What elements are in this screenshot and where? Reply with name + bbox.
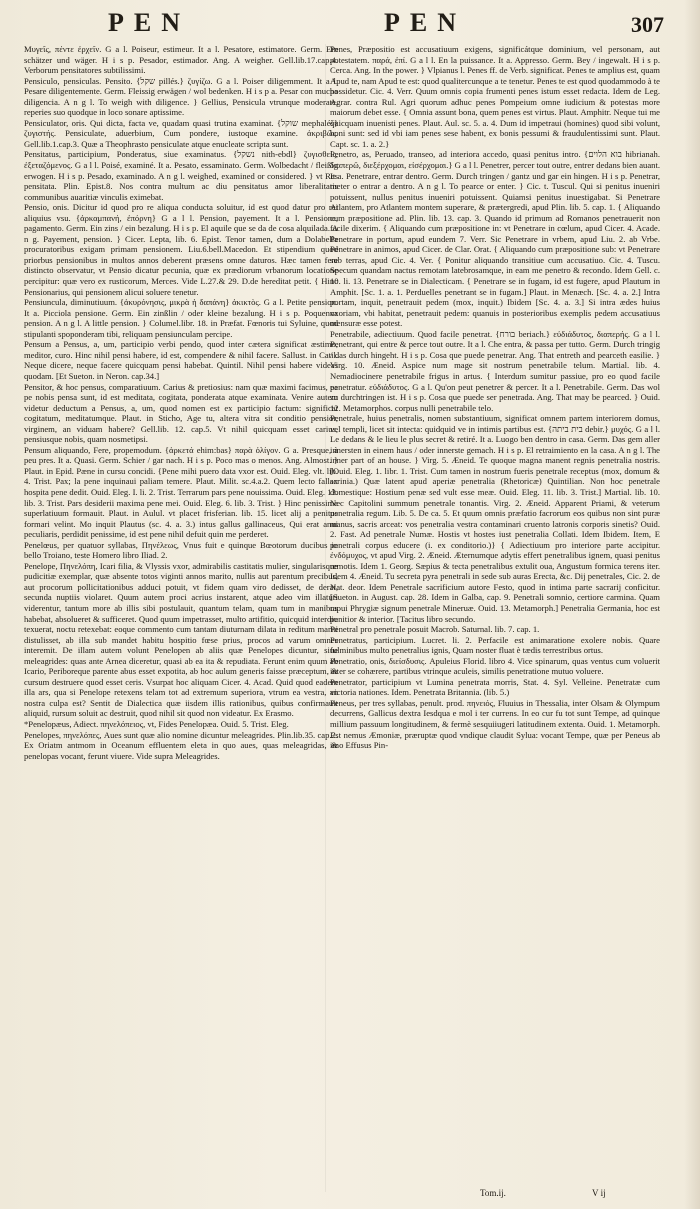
- entry-paragraph: Penelope, Πηνελόπη, Icari filia, & Vlyssis vxor, admirabilis castitatis mulier, singularisque pudicitiæ exemplar, quæ absente totos viginti annos marito, nullis aut parentum precibus, aut procorum pollicitationibus adduci potuit, vt fidem quam viro dedisset, de derat, secunda nuptiis violaret. Quum autem proci acrius instarent, atque adeo vim illaturi viderentur, tantum more ab illis sibi postulauit, quantum telam, quam tum in manibus habebat, absolueret & sufficeret. Quod quum impetrasset, multo artifitio, quicquid interdiu texuerat, noctu retexebat: eoque commento cum tantam diuturnam dilata in reditum mariti distulisset, ab illa sub mandet habitu hospitio fœse prius, procos ad varum omnes interemit. De illam autem volunt Penelopen ab aliis quæ Penelopes dicuntur, siue meleagrides: quas ante Arnea diceretur, quasi ab ea ita & repudiata. Ferunt enim quum ab Icario, Periboreque parente abus esset expotita, ab hoc aulum generis faisse præceptum, & cursum destruere quod esset ceris. Vsurpat hoc aliquam Cicer. 4. Acad. Quid quod eadem illa ars, qua si Penelope retexens telam tot ad extremum superiora, vtrum ea vestra, an nostra culpa est? Sentit de Dialectica quæ iisdem illis rationibus, quibus confirmauit aliquid, rursum soluit ac destruit, quod nihil sit quod non videatur. Ex Erasmo.: [24, 560, 338, 719]
- entry-paragraph: Pensitatus, participium, Ponderatus, siue examinatus. {נשקל nith-ebdl} ζυγισθείς, ἐξεταζόμενος. G a l l. Poisé, examiné. It a. Pesato, essaminato. Germ. Wolbedacht / fleißig erwogen. H i s p. Pesado, examinado. A n g l. weighed, examined or considered. } vt Res pensitata. Plin. Epist.8. Nos contra multum ac diu pensitatus amor liberalitatis communibus auaritiæ vinculis eximebat.: [24, 149, 338, 202]
- entry-paragraph: Penetro, as, Peruado, transeo, ad interiora accedo, quasi penitus intro. {בוא הלוים hibrianah. διαπερῶ, διεξέρχομαι, εἰσέρχομαι.} G a l l. Penetrer, percer tout outre, entrer dedans bien auant. It a. Penetrare, entrar dentro. Germ. Durch tringen / gantz und gar ein hingen. H i s p. Penetrar, meter o entrar a dentro. A n g l. To pearce or enter. } Cic. t. Tuscul. Qui si penitus inueniri potuissent, nullus penitus inueniri potuissent. Quiamsi penitus inuestigabat. Si Penetrare Atlantem, pro Atlantem montem superare, & prætergredi, apud Plin. lib. 5. cap. 1. { Aliquando cum præpositione ad. Plin. lib. 13. cap. 3. Quando id primum ad Romanos penetrauerit non facile dixerim. { Aliquando cum præpositione in: vt Penetrare in cœlum, apud Cicer. 4. Acade. Penetrare in portum, apud eundem 7. Verr. Sic Penetrare in vrbem, apud Liu. 2. ab Vrbe. Penetrare in animos, apud Cicer. de Clar. Orat. { Aliquando cum præpositione sub: vt Penetrare sub terras, apud Cic. 4. Ver. { Ponitur aliquando transitiue cum accusatiuo. Cic. 4. Tuscu. Specum quandam nactus remotam latebrosamque, in eam me penetro & recondo. Idem Gell. c. 10. li. 13. Penetrare se in Dialecticam. { Penetrare se in fugam, id est fugere, apud Plautum in Amphit. [Sc. 1. a. 1. Perduelles penetrant se in fugam.] Plaut. in Menæch. [Sc. 4. a. 2.] Intra portam, inquit, penetrauit pedem (mox, inquit.) Ibidem [Sc. 4. a. 3.] Si intra ædes huius vxoriam, vbi habitat, penetrauit pedem: quanuis in posterioribus exemplis pedem accusatiuus mensuræ esse potest.: [330, 149, 660, 329]
- entry-paragraph: Μυγεῖς, πέντε ἐρχεῖν. G a l. Poiseur, estimeur. It a l. Pesatore, estimatore. Germ. Ein schätzer und wäger. H i s p. Pesador, estimador. Ang. A weigher. Gell.lib.17.cap.4. Verborum pensitatores subtilissimi.: [24, 44, 338, 76]
- entry-paragraph: Penelœus, per quatuor syllabas, Πηνέλεως, Vnus fuit e quinque Bœotorum ducibus in bello Troiano, teste Homero libro Iliad. 2.: [24, 539, 338, 561]
- signature-mark: V ij: [592, 1188, 606, 1198]
- entry-paragraph: Pensitor, & hoc pensus, comparatiuum. Carius & pretiosius: nam quæ maximi facimus, ea pe nobis pensa sunt, id est meditata, cogitata, ponderata atque examinata. Venire autem videtur deductum a Pensus, a, um, quod nomen est ex participio factum: significat cogitatum, meditatumque. Plaut. in Sticho, Age tu, altera vitra sit conditio pensior, virginem, an viduam habere? Gell.lib. 12. cap.5. Vt nihil quicquam esset carius, pensiusque nobis, quam nosmetipsi.: [24, 381, 338, 445]
- entry-paragraph: Penetrabile, adiectiuum. Quod facile penetrat. {בורח beriach.} εὐδιάδυτος, διαπερής. G a l l. Penetrant, qui entre & perce tout outre. It a l. Che entra, & passa per tutto. Germ. Durch tringig / das durch hingeht. H i s p. Cosa que puede penetrar. Ang. That entreth and pearceth easilie. } Virg. 10. Æneid. Aspice num mage sit nostrum penetrabile telum. Martial. lib. 4. Nemadiocinere penetrabile frigus in artus. { Interdum sumitur passiue, pro eo quod facile penetratur. εὐδιάδυτος. G a l. Qu'on peut penetrer & percer. It a l. Penetrabile. Germ. Das wol zu durchtringen ist. H i s p. Cosa que puede ser penetrada. Ang. That may be pearced. } Ouid. 12. Metamorphos. corpus nulli penetrabile telo.: [330, 328, 660, 413]
- entry-paragraph: Penetratus, participium. Lucret. li. 2. Perfacile est animaratione exolere nobis. Quare fulminibus multo penetralius ignis, Quam noster fluat è tædis terrestribus ortus.: [330, 634, 660, 656]
- entry-paragraph: Penetratio, onis, διείσδυσις. Apuleius Florid. libro 4. Vice spinarum, quas ventus cum voluerit inter se cohærere, partibus vtrinque aculeis, similis penetratione mutuo voluere.: [330, 655, 660, 677]
- page-edge-shadow: [684, 0, 700, 1209]
- right-column: [330, 44, 660, 1192]
- entry-paragraph: Peneus, per tres syllabas, penult. prod. πηνειός, Fluuius in Thessalia, inter Olsam & Olympum decurrens, Gallicus dextra Iesdqua e mol i ter currens. In eo cur fu tot sunt Tempe, ad quinque millium passuum longitudinem, & fermè sesquiiugeri latitudinem extenta. Ouid. 1. Metamorph. Est nemus Æmoniæ, præruptæ quod vndique claudit Sylua: vocant Tempe, quæ per Peneus ab imo Effusus Pin-: [330, 697, 660, 751]
- entry-paragraph: *Penelopæus, Adiect. πηνελόπειος, vt, Fides Penelopæa. Ouid. 5. Trist. Eleg.: [24, 719, 289, 729]
- entry-paragraph: Pensum a Pensus, a, um, participio verbi pendo, quod inter cætera significat æstimo, meditor, curo. Hinc nihil pensi habere, id est, compendere & nihil facere. Sallust. in Catil. Neque dicere, neque facere quicquam pensi habebat. Quintil. Nihil pensi habere videas quodam. [Et Sueton. in Neron. cap.34.]: [24, 339, 338, 381]
- left-column: [24, 44, 338, 1192]
- entry-paragraph: Pensiuncula, diminutiuum. {ἀκυρόνησις, μικρὰ ἡ δαπάνη} ἀκικτὸς. G a l. Petite pension. It a. Picciola pensione. Germ. Ein zinßlin / oder kleine bezalung. H i s p. Poquenna pension. A n g l. A little pension. } Columel.libr. 18. in Præfat. Fœnoris tui Syluine, quod stipulanti spoponderam tibi, reliquam pensiunculam percipe.: [24, 297, 338, 339]
- column-gutter: [325, 44, 326, 1192]
- entry-paragraph: Penetrator, participium vt Lumina penetrata morris, Stat. 4. Syl. Velleine. Penetratæ cum victoria nationes. Idem. Penetrata Britannia. (lib. 5.): [330, 676, 660, 698]
- entry-paragraph: Penes, Præpositio est accusatiuum exigens, significátque dominium, vel personam, aut potestatem. παρά, ἐπί. G a l l. En la puissance. It a. Appresso. Germ. Bey / ingewalt. H i s p. Cerca. Ang. In the power. } Vlpianus l. Penes ff. de Verb. significat. Penes te amplius est, quam Apud te, nam Apud te est: quod qualitercunque a te tenetur. Penes te est quod quodammodo à te possidetur. Cic. 4. Verr. Quum omnis copia frumenti penes istum esset redacta. Idem de Leg. Agrar. contra Rul. Agri quorum adhuc penes Pompeium omne iudicium & potestas more maiorum debet esse. { Omnia assunt bona, quem penes est virtus. Plaut. Amphitr. Neque tui me quicquam inuenisti penes. Plaut. Aul. sc. 5. a. 4. Dum id impetraui (homines) quod sibi volunt, boni sunt: sed id vbi iam penes sese habent, ex bonis pessumi & fraudulentissimi sunt. Plaut. Capt. sc. 1. a. 2.}: [330, 44, 660, 149]
- entry-paragraph: Pensiculo, pensiculas. Pensito. {שקל pillés.} ζυγίζω. G a l. Poiser diligemment. It a l. Pesare diligentemente. Germ. Fleissig erwägen / wol bedenken. H i s p a. Pesar con mucha diligencia. A n g l. To weigh with diligence. } Gellius, Pensicula vtrunque moderate, reperies suo quodque in loco sonare aptissime.: [24, 75, 338, 118]
- entry-paragraph: Pensum aliquando, Fere, propemodum. {ἀρκετά ehim:bas} παρὰ ὀλίγον. G a. Presque, à peu pres. It a. Quasi. Germ. Schier / gar nach. H i s p. Poco mas o menos. Ang. Almost. } Plaut. in Epid. Pæne in cursu concidi. {Pene mihi puero data vxor est. Ouid. Eleg. vlt. lib. 4. Trist. Pax; la pene inquinaui paliam temere. Plaut. Milit. sc.4.a.2. Quem lecto fallax hospita pene dedit. Ouid. Eleg. I. li. 2. Trist. Terrarum pars pene nouissima. Ouid. Eleg. 13. lib. 3. Trist. Pars desiderii maxima pene mei. Ouid. Eleg. 6. lib. 3. Trist. } Hinc penissime superlatiuum formauit. Plaut. in Aulul. vt placet frisferian. lib. 15. licet alij a penitus formari velint. Mo inquit Plautus (sc. 4. a. 3.) intus gallus gallinaceus, Qui erat anui peculiaris, perdidit penissime, id est pene nihil defuit quin me perderet.: [24, 444, 338, 540]
- page-number: 307: [631, 12, 664, 37]
- volume-signature: Tom.ij.: [480, 1188, 506, 1198]
- entry-paragraph: Pensiculator, oris. Qui dicta, facta ve, quadam quasi trutina examinat. {שוקל mephaléš} ζυγιστής. Pensiculate, aduerbium, Cum pondere, iustoque examine. ἀκριβῶς. Gell.lib.1.cap.3. Quæ a Theophrasto pensiculate atque enucleate scripta sunt.: [24, 117, 338, 149]
- running-header: [0, 8, 700, 42]
- entry-paragraph: Penetrale, huius penetralis, nomen substantiuum, significat omnem partem interiorem domus, vel templi, licet sit intecta: quidquid ve in intimis partibus est. {בית ביתה debir.} μυχός. G a l l. Le dedans & le lieu le plus secret & retiré. It a. Luogo ben dentro in casa. Germ. Das gem aller innersten in einem haus / oder innerste gemach. H i s p. El retraimiento en la casa. A n g l. The inner part of an house. } Virg. 5. Æneid. Te quoque magna manent regnis penetralia nostris. [Ouid. Eleg. 1. libr. 1. Trist. Cum tamen in nostrum fueris penetrale receptus (mox, domum & scrinia.) Quæ latent apud aperiæ penetralia (Rhetoricæ) Quintilian. Non hoc penetrale domestique: Hostium penæ sed vult esse meæ. Ouid. Eleg. 11. lib. 3. Trist.] Martial. lib. 10. Nec Capitolini summum penetrale tonantis. Virg. 2. Æneid. Apparent Priami, & veterum penetralia regum. Lib. 5. De ca. 5. Et quum omnis præfatio facrorum eos quibus non sint puræ manus, sacris arceat: vos penetralia vestra contaminari cruento latronis corporis sinetis? Ouid. 2. Fast. Ad penetrale Numæ. Hostis vt hostes iust penetralia Collati. Idem Ibidem. Item, E penetrali corpus educere (i. ex conditorio.)} { Adiectiuum pro interiore parte accipitur. ἐνδόμυχος, vt apud Virg. 2. Æneid. Æternumque adytis effert penetralibus ignem, quasi penitus remotis. Idem 1. Georg. Sæpius & tecta penetralibus extulit oua, Angustum formica terens iter. Idem 4. Æneid. Tu secreta pyra penetrali in sede sub auras Erecta, &c. Dij penetrales, Cic. 2. de Nat. deor. Idem Penetrale sacrificium autore Festo, quod in intima parte sacrarij conficitur. [Sueton. in August. cap. 28. Idem in Galba, cap. 9. Penetrali somnio, certiore carmina. Quam rapui Phrygiæ signum penetrale Mineruæ. Ouid. 13. Metamorph.] Penetralia Germania, hoc est penitior & interior. [Tacitus libro secundo.: [330, 413, 660, 624]
- page-footer: [330, 1188, 660, 1202]
- header-word-left: PEN: [108, 8, 190, 37]
- header-word-right: PEN: [384, 8, 466, 37]
- entry-paragraph: Pensio, onis. Dicitur id quod pro re aliqua conducta soluitur, id est quod datur pro rei aliquius vsu. {ἀρκαμπανή, ἐπόρνη} G a l l. Pension, payement. It a l. Pensione, pagamento. Germ. Ein zins / ein bezalung. H i s p. El aquile que se da de cosa alquilada. A n g. Payement, pension. } Cicer. Lepta, lib. 6. Epist. Tenor tamen, dum a Dolabella procuratoribus exigam primam pensionem. Liu.6.bell.Macedon. Et stipendium quod priorbus pensionibus in multos annos deberent præsens omne daturos. Hæc tamen fere distincto observatur, vt Pensio dicatur pecunia, quæ ex prædiorum vrbanorum locatione percipitur: quæ vero ex rusticorum, Merces. Vide L.27.& 29. D.de hereditat petit. { Hinc Pensionarius, qui pensionem alicui soluere tenetur.: [24, 202, 338, 297]
- entry-paragraph: Penelopes, πηνελόπες, Aues sunt quæ alio nomine dicuntur meleagrides. Plin.lib.35. cap.2. Ex Oriatm antmom in Oceanum effluentem eleta in quo aues, quas meleagridas, & penelopas vocant, ferunt viuere. Vide supra Meleagrides.: [24, 729, 338, 761]
- entry-paragraph: Penetral pro penetrale posuit Macrob. Saturnal. lib. 7. cap. 1.: [330, 624, 540, 635]
